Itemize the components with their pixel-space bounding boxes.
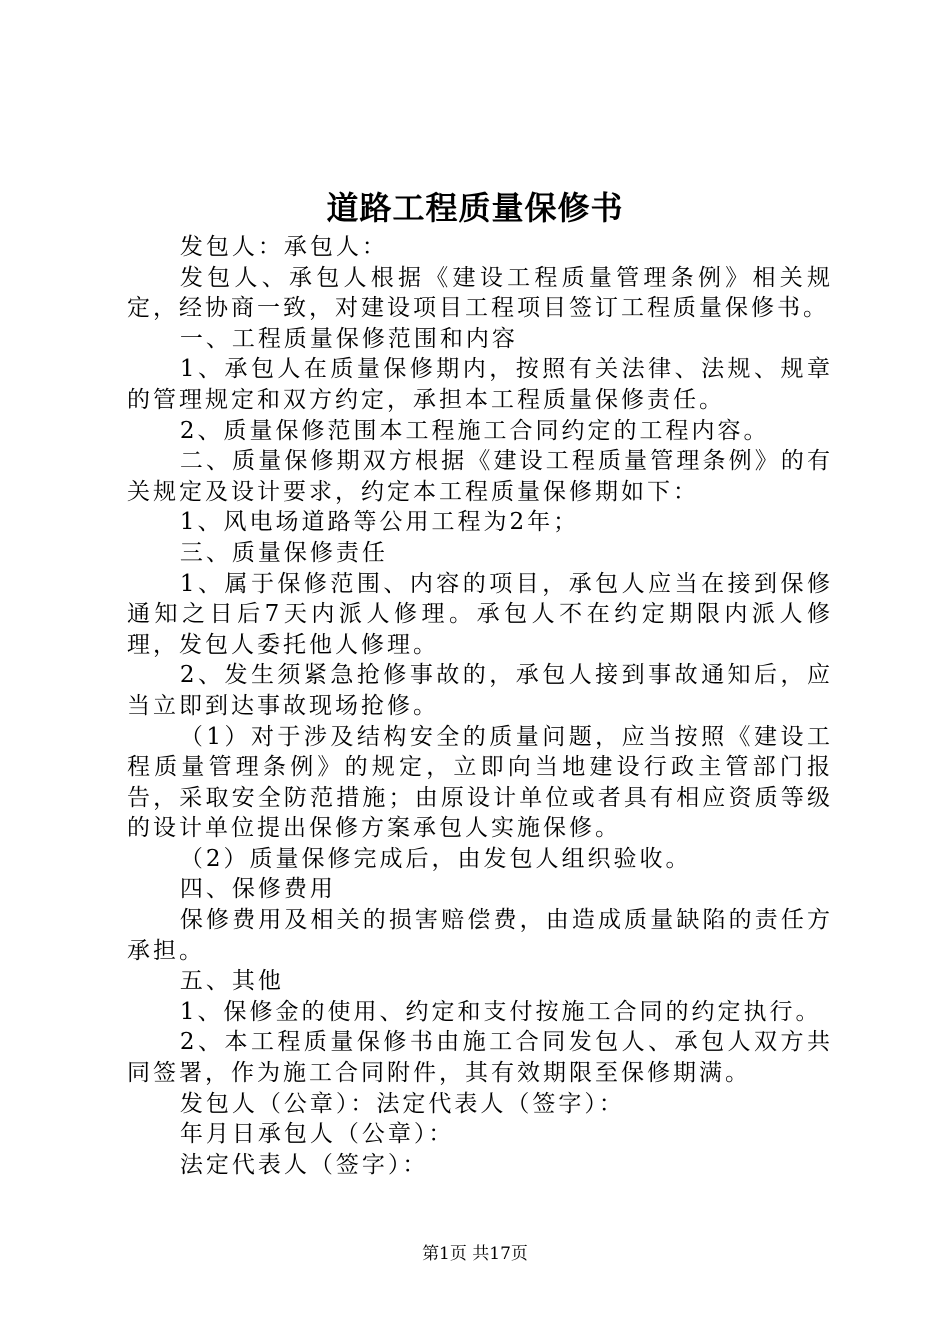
- page-footer: 第1页 共17页: [422, 1244, 528, 1264]
- paragraph-period-1: 1、风电场道路等公用工程为2年；: [179, 509, 580, 536]
- paragraph-responsibility-2: 2、发生须紧急抢修事故的，承包人接到事故通知后，应当立即到达事故现场抢修。: [127, 662, 833, 719]
- paragraph-responsibility-2-2: （2）质量保修完成后，由发包人组织验收。: [179, 845, 692, 872]
- document-title: 道路工程质量保修书: [326, 189, 624, 227]
- section-heading-period: 二、质量保修期双方根据《建设工程质量管理条例》的有关规定及设计要求，约定本工程质量保修期如下：: [127, 448, 833, 505]
- paragraph-responsibility-2-1: （1）对于涉及结构安全的质量问题，应当按照《建设工程质量管理条例》的规定，立即向当地建设行政主管部门报告，采取安全防范措施；由原设计单位或者具有相应资质等级的设计单位提出保修方案承包人实施保修。: [127, 723, 833, 842]
- paragraph-intro: 发包人、承包人根据《建设工程质量管理条例》相关规定，经协商一致，对建设项目工程项目签订工程质量保修书。: [127, 264, 833, 322]
- paragraph-other-1: 1、保修金的使用、约定和支付按施工合同的约定执行。: [179, 998, 822, 1025]
- section-heading-fees: 四、保修费用: [179, 876, 336, 903]
- signature-line-representative: 法定代表人（签字）：: [179, 1151, 429, 1178]
- paragraph-scope-1: 1、承包人在质量保修期内，按照有关法律、法规、规章的管理规定和双方约定，承担本工程质量保修责任。: [127, 356, 833, 413]
- section-heading-responsibility: 三、质量保修责任: [179, 539, 388, 566]
- paragraph-scope-2: 2、质量保修范围本工程施工合同约定的工程内容。: [179, 417, 770, 444]
- document-body: [127, 232, 833, 1180]
- paragraph-other-2: 2、本工程质量保修书由施工合同发包人、承包人双方共同签署，作为施工合同附件，其有效期限至保修期满。: [127, 1029, 833, 1087]
- signature-line-contractor: 年月日承包人（公章）：: [179, 1121, 455, 1148]
- paragraph-fees: 保修费用及相关的损害赔偿费，由造成质量缺陷的责任方承担。: [127, 907, 833, 964]
- section-heading-other: 五、其他: [179, 968, 284, 995]
- section-heading-scope: 一、工程质量保修范围和内容: [179, 325, 518, 352]
- paragraph-responsibility-1: 1、属于保修范围、内容的项目，承包人应当在接到保修通知之日后7天内派人修理。承包人不在约定期限内派人修理，发包人委托他人修理。: [127, 570, 833, 658]
- paragraph-parties: 发包人：承包人：: [179, 234, 388, 260]
- signature-line-employer: 发包人（公章）：法定代表人（签字）：: [179, 1090, 625, 1117]
